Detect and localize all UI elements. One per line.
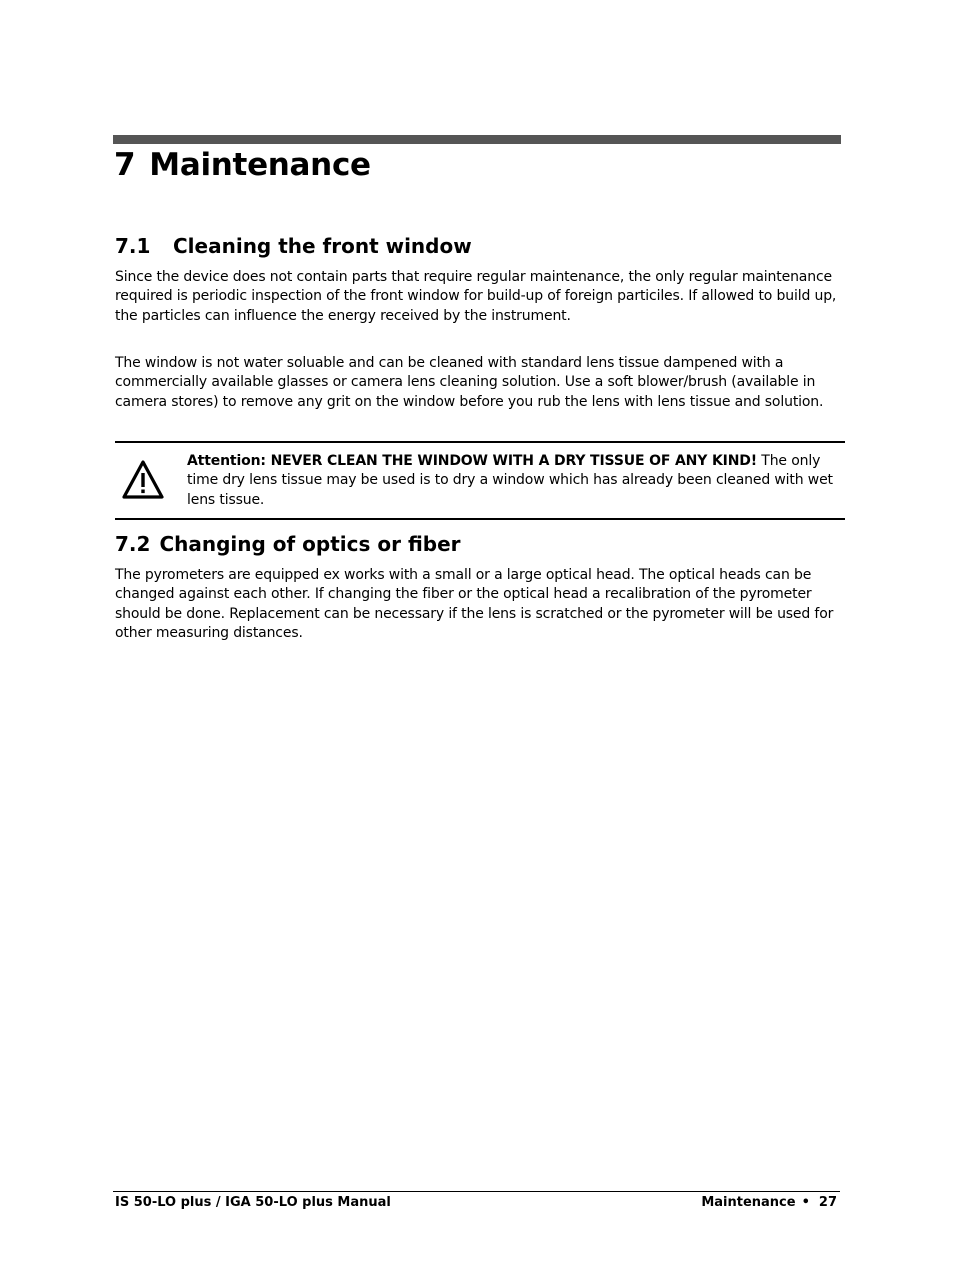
section-title: Cleaning the front window [173,234,472,258]
footer-manual-title: IS 50-LO plus / IGA 50-LO plus Manual [115,1195,391,1210]
footer-rule [113,1191,840,1192]
chapter-title [114,142,371,188]
attention-text [187,452,833,510]
attention-notice [115,441,845,520]
chapter-title-text: Maintenance [149,147,371,183]
footer-page-info [701,1194,837,1212]
attention-body-text: The only time dry lens tissue may be used is to dry a window which has already been cleaned with wet lens tissue. [187,453,833,508]
attention-bold-text: Attention: NEVER CLEAN THE WINDOW WITH A DRY TISSUE OF ANY KIND! [187,453,757,469]
paragraph-inspection: Since the device does not contain parts that require regular maintenance, the only regular maintenance required is periodic inspection of the front window for build-up of foreign particiles. If allowed to build up, the particles can influence the energy received by the instrument. [115,269,837,324]
paragraph-cleaning: The window is not water soluable and can be cleaned with standard lens tissue dampened with a commercially available glasses or camera lens cleaning solution. Use a soft blower/brush (available in camera stores) to remove any grit on the window before you rub the lens with lens tissue and solution. [115,355,824,410]
section-heading-optics [115,530,461,558]
section-number: 7.1 [115,234,151,258]
section-number: 7.2 [115,532,151,556]
chapter-number: 7 [114,147,136,183]
footer-section-name: Maintenance [701,1195,796,1210]
warning-triangle-icon [121,459,165,501]
section-title: Changing of optics or fiber [159,532,461,556]
page-number: 27 [818,1195,837,1210]
paragraph-optics: The pyrometers are equipped ex works with a small or a large optical head. The optical heads can be changed against each other. If changing the fiber or the optical head a recalibration of the pyrometer should be done. Replacement can be necessary if the lens is scratched or the pyrometer will be used for other measuring distances. [115,567,834,641]
section-heading-cleaning [115,232,472,260]
footer-bullet: • [801,1195,810,1210]
